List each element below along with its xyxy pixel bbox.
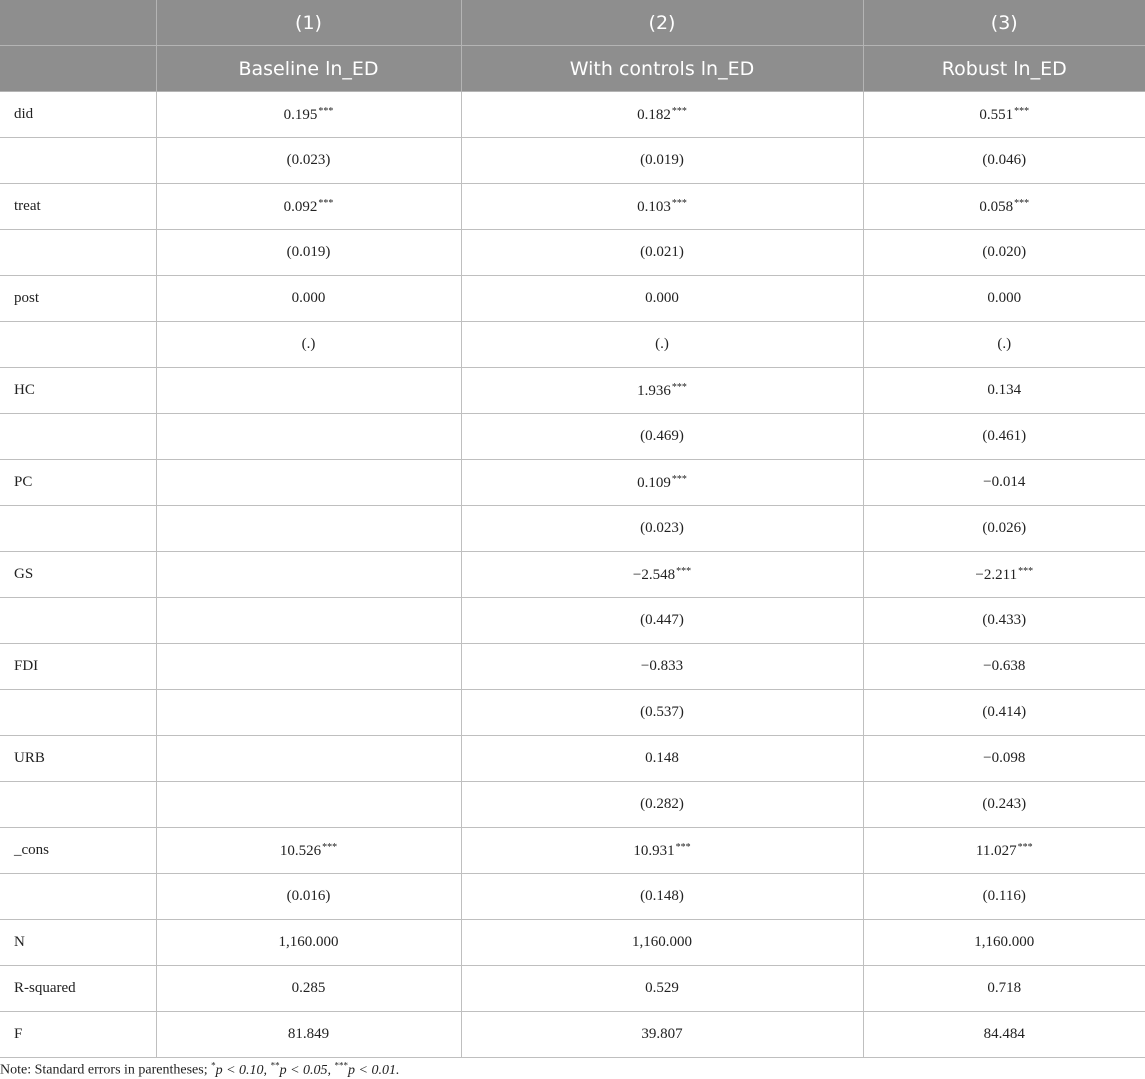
cell-value: (0.023): [286, 152, 331, 168]
cell-value: 0.529: [645, 980, 679, 996]
cell-value: (.): [997, 336, 1012, 352]
cell-value: (0.243): [982, 796, 1027, 812]
table-cell: [461, 276, 863, 322]
table-row: [0, 414, 1145, 460]
table-row: [0, 828, 1145, 874]
header-col-2-number: (2): [461, 0, 863, 46]
table-row: [0, 506, 1145, 552]
table-cell: [156, 506, 461, 552]
table-cell: [461, 782, 863, 828]
note-p-1: p < 0.10,: [215, 1062, 271, 1078]
table-cell: [863, 322, 1145, 368]
row-label: [0, 874, 156, 920]
table-row: [0, 966, 1145, 1012]
header-corner: [0, 0, 156, 46]
table-cell: [461, 920, 863, 966]
row-label: [0, 322, 156, 368]
table-cell: [156, 874, 461, 920]
table-cell: [461, 92, 863, 138]
cell-value: 0.103: [637, 198, 671, 215]
row-label: [0, 598, 156, 644]
table-row: [0, 690, 1145, 736]
row-label: [0, 506, 156, 552]
row-label: N: [0, 920, 156, 966]
cell-value: (0.019): [640, 152, 684, 168]
table-cell: [156, 184, 461, 230]
cell-value: 81.849: [287, 1026, 330, 1042]
row-label: PC: [0, 460, 156, 506]
significance-stars: ***: [1018, 565, 1034, 577]
significance-stars: ***: [671, 105, 687, 117]
table-cell: [863, 506, 1145, 552]
cell-value: 1,160.000: [278, 934, 339, 950]
cell-value: (0.537): [640, 704, 684, 720]
table-cell: [863, 782, 1145, 828]
row-label: [0, 138, 156, 184]
table-header: [0, 0, 1145, 92]
table-cell: [863, 184, 1145, 230]
note-stars-3: ***: [334, 1060, 349, 1070]
significance-stars: ***: [675, 841, 691, 853]
cell-value: 0.285: [291, 980, 326, 996]
cell-value: (0.116): [982, 888, 1026, 904]
cell-value: −2.548: [632, 566, 676, 583]
table-row: [0, 460, 1145, 506]
row-label: did: [0, 92, 156, 138]
table-cell: [863, 414, 1145, 460]
table-cell: [156, 1012, 461, 1058]
row-label: [0, 230, 156, 276]
table-row: [0, 644, 1145, 690]
note-stars-2: **: [270, 1060, 280, 1070]
table-cell: [156, 966, 461, 1012]
significance-stars: ***: [671, 381, 687, 393]
cell-value: (.): [301, 336, 316, 352]
row-label: [0, 782, 156, 828]
table-row: [0, 736, 1145, 782]
table-cell: [156, 644, 461, 690]
cell-value: 1,160.000: [632, 934, 692, 950]
cell-value: 1.936: [637, 382, 671, 399]
table-cell: [461, 230, 863, 276]
cell-value: (0.461): [982, 428, 1027, 444]
table-cell: [461, 322, 863, 368]
significance-stars: ***: [322, 841, 338, 853]
header-col-2-title: With controls ln_ED: [461, 46, 863, 92]
significance-stars: ***: [318, 197, 334, 209]
row-label: URB: [0, 736, 156, 782]
significance-stars: ***: [1014, 197, 1030, 209]
table-note: [0, 1060, 399, 1079]
cell-value: (0.148): [640, 888, 684, 904]
cell-value: −0.098: [983, 750, 1026, 766]
table-cell: [461, 184, 863, 230]
note-prefix: Note: Standard errors in parentheses;: [0, 1062, 212, 1078]
cell-value: 0.134: [987, 382, 1022, 398]
table-cell: [863, 276, 1145, 322]
table-cell: [461, 506, 863, 552]
table-cell: [863, 230, 1145, 276]
cell-value: 39.807: [641, 1026, 683, 1042]
cell-value: 84.484: [983, 1026, 1025, 1042]
cell-value: 0.000: [291, 290, 326, 306]
table-cell: [156, 414, 461, 460]
table-cell: [156, 276, 461, 322]
cell-value: 0.000: [987, 290, 1022, 306]
cell-value: −0.014: [983, 474, 1026, 490]
table-row: [0, 1012, 1145, 1058]
table-cell: [863, 644, 1145, 690]
cell-value: 0.718: [987, 980, 1022, 996]
row-label: post: [0, 276, 156, 322]
table-cell: [461, 966, 863, 1012]
significance-stars: ***: [1017, 841, 1033, 853]
table-cell: [863, 828, 1145, 874]
table-cell: [461, 644, 863, 690]
table-cell: [461, 1012, 863, 1058]
table-cell: [863, 690, 1145, 736]
cell-value: 0.182: [637, 106, 671, 123]
table-row: [0, 368, 1145, 414]
row-label: [0, 690, 156, 736]
cell-value: 0.195: [283, 106, 318, 123]
cell-value: −0.638: [983, 658, 1026, 674]
cell-value: 0.000: [645, 290, 679, 306]
cell-value: −2.211: [975, 566, 1018, 583]
cell-value: (0.026): [982, 520, 1027, 536]
table-cell: [156, 598, 461, 644]
table-cell: [863, 460, 1145, 506]
table-cell: [863, 920, 1145, 966]
row-label: HC: [0, 368, 156, 414]
header-col-3-title: Robust ln_ED: [863, 46, 1145, 92]
table-row: [0, 920, 1145, 966]
significance-stars: ***: [1014, 105, 1030, 117]
cell-value: 1,160.000: [974, 934, 1035, 950]
table-cell: [156, 736, 461, 782]
cell-value: 0.058: [979, 198, 1014, 215]
table-row: [0, 230, 1145, 276]
cell-value: 0.109: [637, 474, 671, 491]
header-col-1-title: Baseline ln_ED: [156, 46, 461, 92]
table-row: [0, 276, 1145, 322]
cell-value: 10.526: [279, 842, 322, 859]
table-cell: [156, 368, 461, 414]
row-label: R-squared: [0, 966, 156, 1012]
header-col-1-number: (1): [156, 0, 461, 46]
note-stars-1: *: [211, 1060, 216, 1070]
table-cell: [156, 92, 461, 138]
table-row: [0, 782, 1145, 828]
table-cell: [156, 828, 461, 874]
table-cell: [461, 736, 863, 782]
table-row: [0, 552, 1145, 598]
cell-value: 0.551: [979, 106, 1014, 123]
cell-value: 11.027: [975, 842, 1017, 859]
cell-value: (0.019): [286, 244, 331, 260]
significance-stars: ***: [671, 197, 687, 209]
note-p-3: p < 0.01.: [348, 1062, 400, 1078]
row-label: treat: [0, 184, 156, 230]
significance-stars: ***: [676, 565, 692, 577]
cell-value: (0.433): [982, 612, 1027, 628]
table-cell: [863, 598, 1145, 644]
cell-value: (0.282): [640, 796, 684, 812]
cell-value: (0.023): [640, 520, 684, 536]
note-item-3: [334, 1060, 400, 1078]
significance-stars: ***: [318, 105, 334, 117]
cell-value: (0.020): [982, 244, 1027, 260]
cell-value: (0.016): [286, 888, 331, 904]
table-cell: [156, 920, 461, 966]
cell-value: (0.021): [640, 244, 684, 260]
note-item-2: [270, 1060, 335, 1078]
cell-value: 0.092: [283, 198, 318, 215]
table-cell: [461, 598, 863, 644]
table-row: [0, 322, 1145, 368]
table-cell: [461, 368, 863, 414]
table-cell: [156, 690, 461, 736]
table-cell: [863, 138, 1145, 184]
table-cell: [863, 552, 1145, 598]
row-label: [0, 414, 156, 460]
cell-value: (0.447): [640, 612, 684, 628]
header-corner-title: [0, 46, 156, 92]
table-cell: [863, 1012, 1145, 1058]
table-cell: [156, 782, 461, 828]
cell-value: 0.148: [645, 750, 679, 766]
table-cell: [863, 874, 1145, 920]
table-cell: [156, 138, 461, 184]
table-cell: [863, 368, 1145, 414]
cell-value: (.): [655, 336, 669, 352]
table-cell: [863, 966, 1145, 1012]
row-label: _cons: [0, 828, 156, 874]
table-cell: [461, 874, 863, 920]
table-row: [0, 874, 1145, 920]
header-col-3-number: (3): [863, 0, 1145, 46]
table-cell: [863, 736, 1145, 782]
header-row-titles: [0, 46, 1145, 92]
row-label: FDI: [0, 644, 156, 690]
cell-value: (0.046): [982, 152, 1027, 168]
header-row-numbers: [0, 0, 1145, 46]
table-row: [0, 138, 1145, 184]
table-body: [0, 92, 1145, 1058]
note-item-1: [211, 1060, 271, 1078]
significance-stars: ***: [671, 473, 687, 485]
cell-value: (0.414): [982, 704, 1027, 720]
table-row: [0, 184, 1145, 230]
row-label: F: [0, 1012, 156, 1058]
table-cell: [156, 552, 461, 598]
table-cell: [461, 552, 863, 598]
cell-value: 10.931: [633, 842, 675, 859]
table-cell: [461, 460, 863, 506]
table-cell: [156, 322, 461, 368]
table-row: [0, 92, 1145, 138]
table-row: [0, 598, 1145, 644]
table-cell: [461, 138, 863, 184]
table-cell: [461, 690, 863, 736]
table-cell: [156, 460, 461, 506]
table-cell: [863, 92, 1145, 138]
cell-value: (0.469): [640, 428, 684, 444]
table-cell: [461, 414, 863, 460]
table-cell: [156, 230, 461, 276]
cell-value: −0.833: [640, 658, 684, 674]
row-label: GS: [0, 552, 156, 598]
note-p-2: p < 0.05,: [279, 1062, 335, 1078]
table-cell: [461, 828, 863, 874]
